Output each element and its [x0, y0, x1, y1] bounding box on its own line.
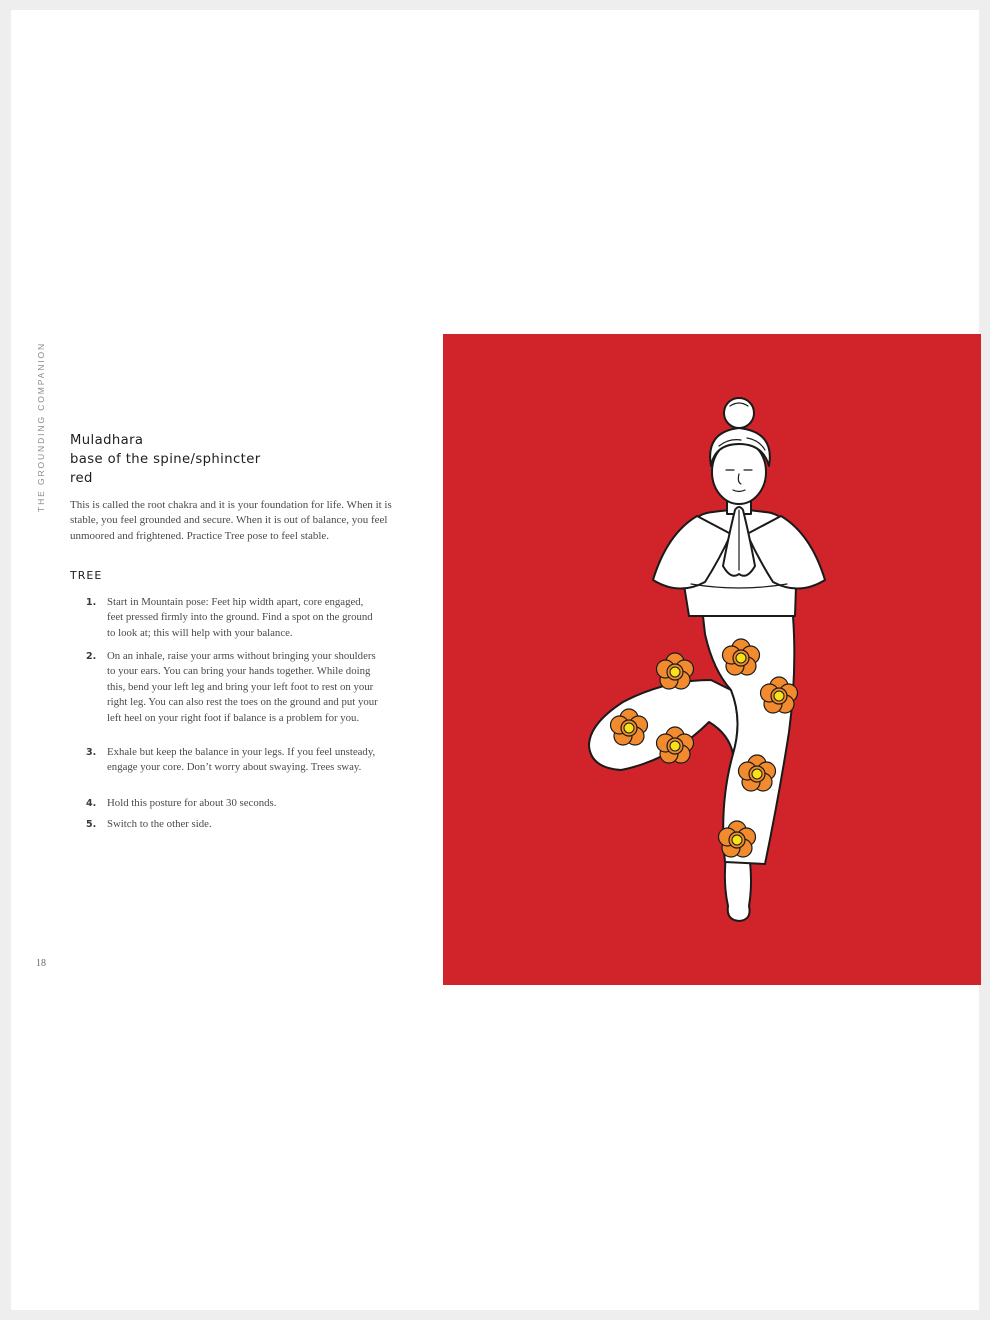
step-1	[80, 595, 380, 649]
step-number: 2.	[86, 651, 97, 662]
step-4	[80, 796, 380, 817]
tree-pose-illustration	[443, 334, 981, 985]
step-text: On an inhale, raise your arms without bringing your shoulders to your ears. You can bring your hands together. While doing this, bend your left leg and bring your left foot to rest on your right leg. You can also rest the toes on the ground and put your left heel on your right foot if balance is a problem for you.	[107, 650, 378, 724]
step-5	[80, 817, 380, 838]
running-head-text: THE GROUNDING COMPANION	[36, 341, 46, 512]
step-text: Exhale but keep the balance in your legs. If you feel unsteady, engage your core. Don’t worry about swaying. Trees sway.	[107, 746, 376, 774]
chakra-location: base of the spine/sphincter	[70, 452, 261, 467]
step-number: 1.	[86, 597, 97, 608]
chakra-name: Muladhara	[70, 433, 144, 448]
page-number: 18	[36, 958, 46, 969]
pose-steps-list	[80, 595, 380, 838]
step-text: Switch to the other side.	[107, 818, 212, 830]
step-text: Start in Mountain pose: Feet hip width apart, core engaged, feet pressed firmly into the ground. Find a spot on the ground to look at; this will help with your balance.	[107, 596, 373, 639]
intro-paragraph: This is called the root chakra and it is your foundation for life. When it is stable, you feel grounded and secure. When it is out of balance, you feel unmoored and frightened. Practice Tree pose to feel stable.	[70, 499, 392, 542]
pose-heading: TREE	[70, 569, 103, 582]
chakra-color: red	[70, 471, 93, 486]
step-3	[80, 745, 380, 796]
step-number: 5.	[86, 819, 97, 830]
chakra-title-block	[70, 431, 261, 488]
illustration-panel	[443, 334, 981, 985]
step-number: 3.	[86, 747, 97, 758]
step-2	[80, 649, 380, 745]
step-text: Hold this posture for about 30 seconds.	[107, 797, 277, 809]
step-number: 4.	[86, 798, 97, 809]
